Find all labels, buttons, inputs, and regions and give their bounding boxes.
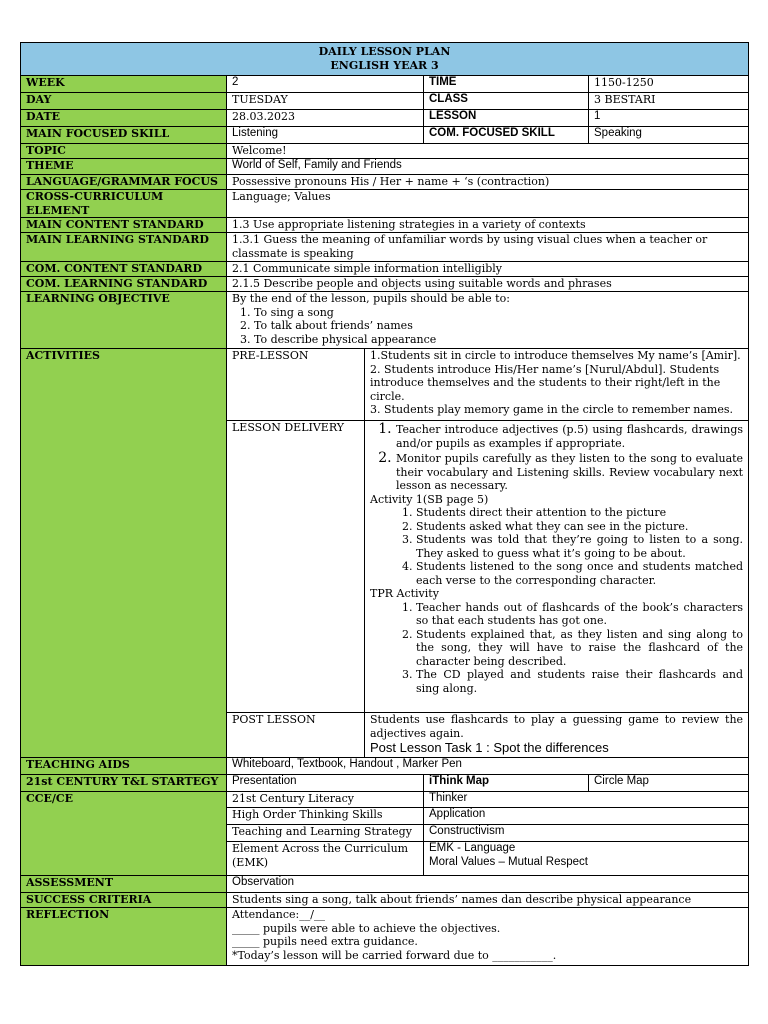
main-skill-label: MAIN FOCUSED SKILL — [21, 127, 227, 144]
strategy-ithink-map: iThink Map — [424, 775, 589, 792]
main-content-standard-value: 1.3 Use appropriate listening strategies in a variety of contexts — [227, 218, 749, 233]
lesson-plan — [20, 42, 748, 966]
lesson-value: 1 — [589, 110, 749, 127]
com-skill-label: COM. FOCUSED SKILL — [424, 127, 589, 144]
tpr-item: 1. Teacher hands out of flashcards of the book’s characters so that each students has got one. — [416, 601, 743, 628]
post-lesson-label: POST LESSON — [227, 713, 365, 758]
learning-objective-value — [227, 292, 749, 349]
week-label: WEEK — [21, 76, 227, 93]
lesson-delivery-label: LESSON DELIVERY — [227, 421, 365, 713]
theme-label: THEME — [21, 159, 227, 175]
pre-lesson-item: 2. Students introduce His/Her name’s [Nurul/Abdul]. Students introduce themselves and the students to their right/left in the circle. — [370, 362, 721, 403]
activity1-title: Activity 1(SB page 5) — [370, 492, 489, 506]
grammar-label: LANGUAGE/GRAMMAR FOCUS — [21, 175, 227, 190]
objective-intro: By the end of the lesson, pupils should be able to: — [232, 292, 510, 305]
lesson-delivery-content — [365, 421, 749, 713]
cce-emk-language: EMK - Language — [429, 842, 516, 854]
main-learning-standard-label: MAIN LEARNING STANDARD — [21, 233, 227, 262]
main-learning-standard-value: 1.3.1 Guess the meaning of unfamiliar words by using visual clues when a teacher or classmate is speaking — [227, 233, 749, 262]
topic-value: Welcome! — [227, 144, 749, 159]
cce-left: High Order Thinking Skills — [227, 808, 424, 825]
objective-item: 2. To talk about friends’ names — [254, 319, 743, 333]
cce-left: Teaching and Learning Strategy — [227, 825, 424, 842]
post-lesson-text: Students use flashcards to play a guessing game to review the adjectives again. — [370, 713, 744, 740]
teaching-aids-label: TEACHING AIDS — [21, 758, 227, 775]
strategy-label: 21st CENTURY T&L STARTEGY — [21, 775, 227, 792]
assessment-label: ASSESSMENT — [21, 876, 227, 893]
day-value: TUESDAY — [227, 93, 424, 110]
topic-label: TOPIC — [21, 144, 227, 159]
reflection-line: _____ pupils were able to achieve the objectives. — [232, 921, 501, 935]
cross-curriculum-label: CROSS-CURRICULUM ELEMENT — [21, 190, 227, 218]
reflection-value — [227, 908, 749, 966]
cce-label: CCE/CE — [21, 792, 227, 876]
time-label: TIME — [424, 76, 589, 93]
activity1-item: 2. Students asked what they can see in the picture. — [416, 520, 743, 534]
main-skill-value: Listening — [227, 127, 424, 144]
com-content-standard-value: 2.1 Communicate simple information intelligibly — [227, 262, 749, 277]
cce-right: Thinker — [424, 792, 749, 808]
main-content-standard-label: MAIN CONTENT STANDARD — [21, 218, 227, 233]
activity1-item: 4. Students listened to the song once and students matched each verse to the corresponding character. — [416, 560, 743, 587]
reflection-line: Attendance:__/__ — [232, 908, 325, 921]
plan-title: DAILY LESSON PLAN — [318, 45, 451, 58]
success-criteria-label: SUCCESS CRITERIA — [21, 893, 227, 908]
week-value: 2 — [227, 76, 424, 93]
com-learning-standard-value: 2.1.5 Describe people and objects using suitable words and phrases — [227, 277, 749, 292]
tpr-item: 3. The CD played and students raise their flashcards and sing along. — [416, 668, 743, 695]
com-skill-value: Speaking — [589, 127, 749, 144]
delivery-item: 2. Monitor pupils carefully as they listen to the song to evaluate their vocabulary and Listening skills. Review vocabulary next lesson as necessary. — [396, 452, 743, 493]
tpr-item: 2. Students explained that, as they listen and sing along to the song, they will have to raise the flashcard of the character being described. — [416, 628, 743, 669]
cross-curriculum-value: Language; Values — [227, 190, 749, 218]
pre-lesson-item: 1.Students sit in circle to introduce themselves My name’s [Amir]. — [370, 349, 741, 362]
learning-objective-label: LEARNING OBJECTIVE — [21, 292, 227, 349]
cce-left: 21st Century Literacy — [227, 792, 424, 808]
success-criteria-value: Students sing a song, talk about friends’ names dan describe physical appearance — [227, 893, 749, 908]
activity1-item: 3. Students was told that they’re going to listen to a song. They asked to guess what it’s going to be about. — [416, 533, 743, 560]
class-value: 3 BESTARI — [589, 93, 749, 110]
assessment-value: Observation — [227, 876, 749, 893]
tpr-title: TPR Activity — [370, 587, 439, 600]
pre-lesson-content — [365, 349, 749, 421]
pre-lesson-item: 3. Students play memory game in the circle to remember names. — [370, 403, 733, 416]
reflection-line: _____ pupils need extra guidance. — [232, 935, 418, 948]
objective-item: 3. To describe physical appearance — [254, 333, 743, 347]
pre-lesson-label: PRE-LESSON — [227, 349, 365, 421]
cce-right: Application — [424, 808, 749, 825]
lesson-plan-table — [20, 42, 749, 966]
class-label: CLASS — [424, 93, 589, 110]
com-learning-standard-label: COM. LEARNING STANDARD — [21, 277, 227, 292]
activities-label: ACTIVITIES — [21, 349, 227, 758]
strategy-circle-map: Circle Map — [589, 775, 749, 792]
com-content-standard-label: COM. CONTENT STANDARD — [21, 262, 227, 277]
grammar-value: Possessive pronouns His / Her + name + ‘s (contraction) — [227, 175, 749, 190]
objective-item: 1. To sing a song — [254, 306, 743, 320]
time-value: 1150-1250 — [589, 76, 749, 93]
lesson-label: LESSON — [424, 110, 589, 127]
day-label: DAY — [21, 93, 227, 110]
date-label: DATE — [21, 110, 227, 127]
teaching-aids-value: Whiteboard, Textbook, Handout , Marker Pen — [227, 758, 749, 775]
activity1-item: 1. Students direct their attention to the picture — [416, 506, 743, 520]
cce-right: Constructivism — [424, 825, 749, 842]
cce-left: Element Across the Curriculum (EMK) — [227, 842, 424, 876]
plan-subtitle: ENGLISH YEAR 3 — [330, 59, 439, 72]
theme-value: World of Self, Family and Friends — [227, 159, 749, 175]
plan-header — [21, 43, 749, 76]
reflection-label: REFLECTION — [21, 908, 227, 966]
cce-right — [424, 842, 749, 876]
post-lesson-task: Post Lesson Task 1 : Spot the differences — [370, 740, 609, 755]
date-value: 28.03.2023 — [227, 110, 424, 127]
cce-moral-values: Moral Values – Mutual Respect — [429, 855, 588, 868]
delivery-item: 1. Teacher introduce adjectives (p.5) using flashcards, drawings and/or pupils as examples if appropriate. — [396, 423, 743, 450]
reflection-line: *Today’s lesson will be carried forward due to ___________. — [232, 948, 557, 962]
post-lesson-content — [365, 713, 749, 758]
strategy-presentation: Presentation — [227, 775, 424, 792]
